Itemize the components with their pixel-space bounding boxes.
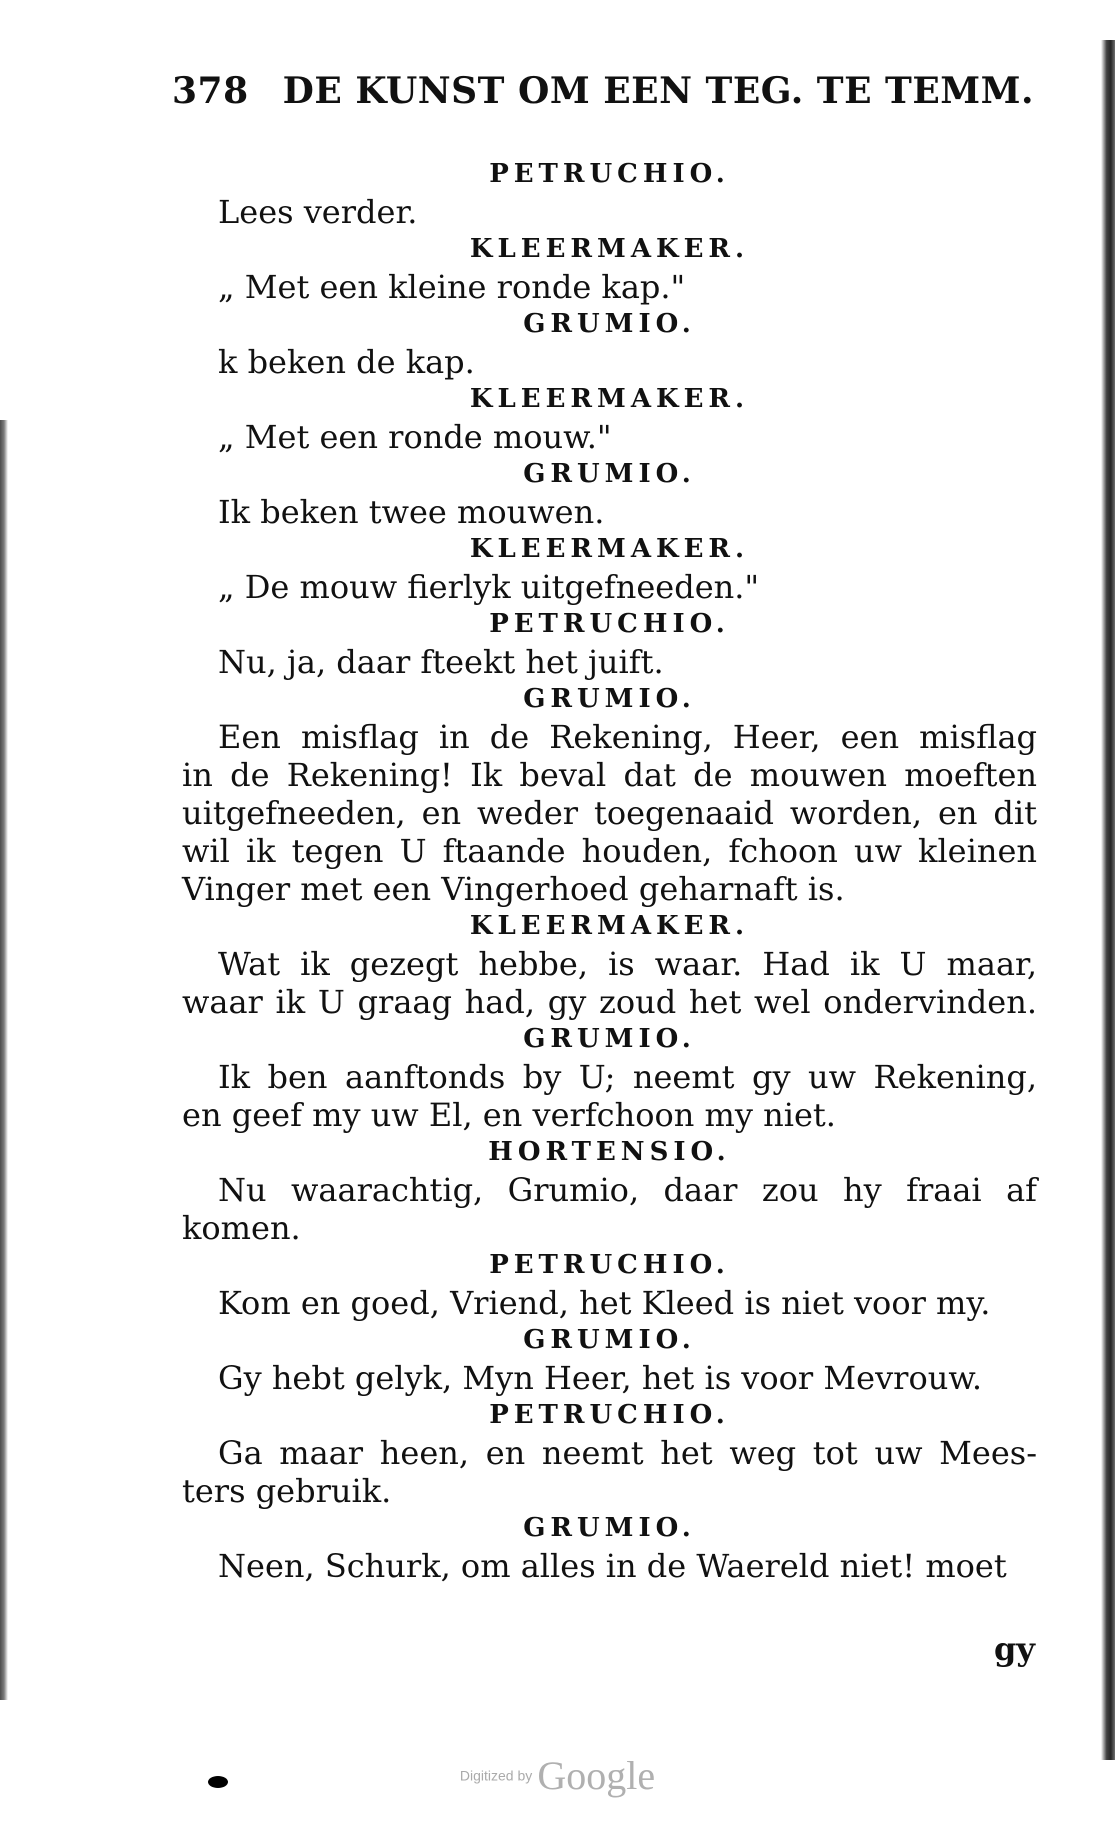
speaker-name: GRUMIO. (523, 684, 696, 714)
speech-line: Lees verder. (218, 193, 418, 231)
speech-line: Ga maar heen, en neemt het weg tot uw Mees- (218, 1434, 1037, 1472)
catchword: gy (994, 1630, 1035, 1668)
speaker-name: GRUMIO. (523, 459, 696, 489)
digitized-by-label: Digitized by (459, 1767, 533, 1784)
speech-line: waar ik U graag had, gy zoud het wel ondervinden. (182, 983, 1037, 1021)
speaker-name: PETRUCHIO. (489, 1400, 730, 1430)
speech-line: komen. (182, 1209, 301, 1247)
page-number: 378 (172, 70, 249, 112)
speech-line: „ Met een ronde mouw." (218, 418, 612, 456)
speaker-name: GRUMIO. (523, 309, 696, 339)
speech-line: k beken de kap. (218, 343, 475, 381)
speaker-name: GRUMIO. (523, 1325, 696, 1355)
speaker-name: GRUMIO. (523, 1024, 696, 1054)
speech-line: „ De mouw fierlyk uitgefneeden." (218, 568, 760, 606)
speech-line: Een misflag in de Rekening, Heer, een misflag (218, 718, 1037, 756)
speech-line: Ik ben aanftonds by U; neemt gy uw Rekening, (218, 1058, 1037, 1096)
page-right-edge-shadow (1101, 40, 1115, 1760)
page-left-edge-shadow (0, 420, 8, 1700)
speaker-name: PETRUCHIO. (489, 609, 730, 639)
running-title: DE KUNST OM EEN TEG. TE TEMM. (282, 70, 1035, 112)
speaker-name: PETRUCHIO. (489, 1250, 730, 1280)
speech-line: Nu, ja, daar fteekt het juift. (218, 643, 664, 681)
speech-line: en geef my uw El, en verfchoon my niet. (182, 1096, 836, 1134)
google-logo: Google (537, 1753, 656, 1798)
speech-line: Kom en goed, Vriend, het Kleed is niet voor my. (218, 1284, 991, 1322)
speech-line: Neen, Schurk, om alles in de Waereld niet! moet (218, 1547, 1007, 1585)
speech-line: Gy hebt gelyk, Myn Heer, het is voor Mevrouw. (218, 1359, 983, 1397)
speech-line: Nu waarachtig, Grumio, daar zou hy fraai af (218, 1171, 1037, 1209)
speaker-name: KLEERMAKER. (469, 234, 750, 264)
speaker-name: KLEERMAKER. (469, 911, 750, 941)
speech-line: Ik beken twee mouwen. (218, 493, 605, 531)
play-text-body (182, 156, 1037, 1585)
speech-line: Vinger met een Vingerhoed geharnaft is. (182, 870, 845, 908)
speech-line: in de Rekening! Ik beval dat de mouwen moeften (182, 756, 1037, 794)
speaker-name: GRUMIO. (523, 1513, 696, 1543)
speaker-name: PETRUCHIO. (489, 159, 730, 189)
speech-line: Wat ik gezegt hebbe, is waar. Had ik U maar, (218, 945, 1037, 983)
speaker-name: HORTENSIO. (488, 1137, 731, 1167)
running-header (172, 70, 1035, 112)
speech-line: wil ik tegen U ftaande houden, fchoon uw kleinen (182, 832, 1037, 870)
digitization-footer (0, 1752, 1115, 1799)
speaker-name: KLEERMAKER. (469, 534, 750, 564)
speech-line: ters gebruik. (182, 1472, 392, 1510)
speech-line: uitgefneeden, en weder toegenaaid worden, en dit (182, 794, 1037, 832)
speech-line: „ Met een kleine ronde kap." (218, 268, 686, 306)
speaker-name: KLEERMAKER. (469, 384, 750, 414)
